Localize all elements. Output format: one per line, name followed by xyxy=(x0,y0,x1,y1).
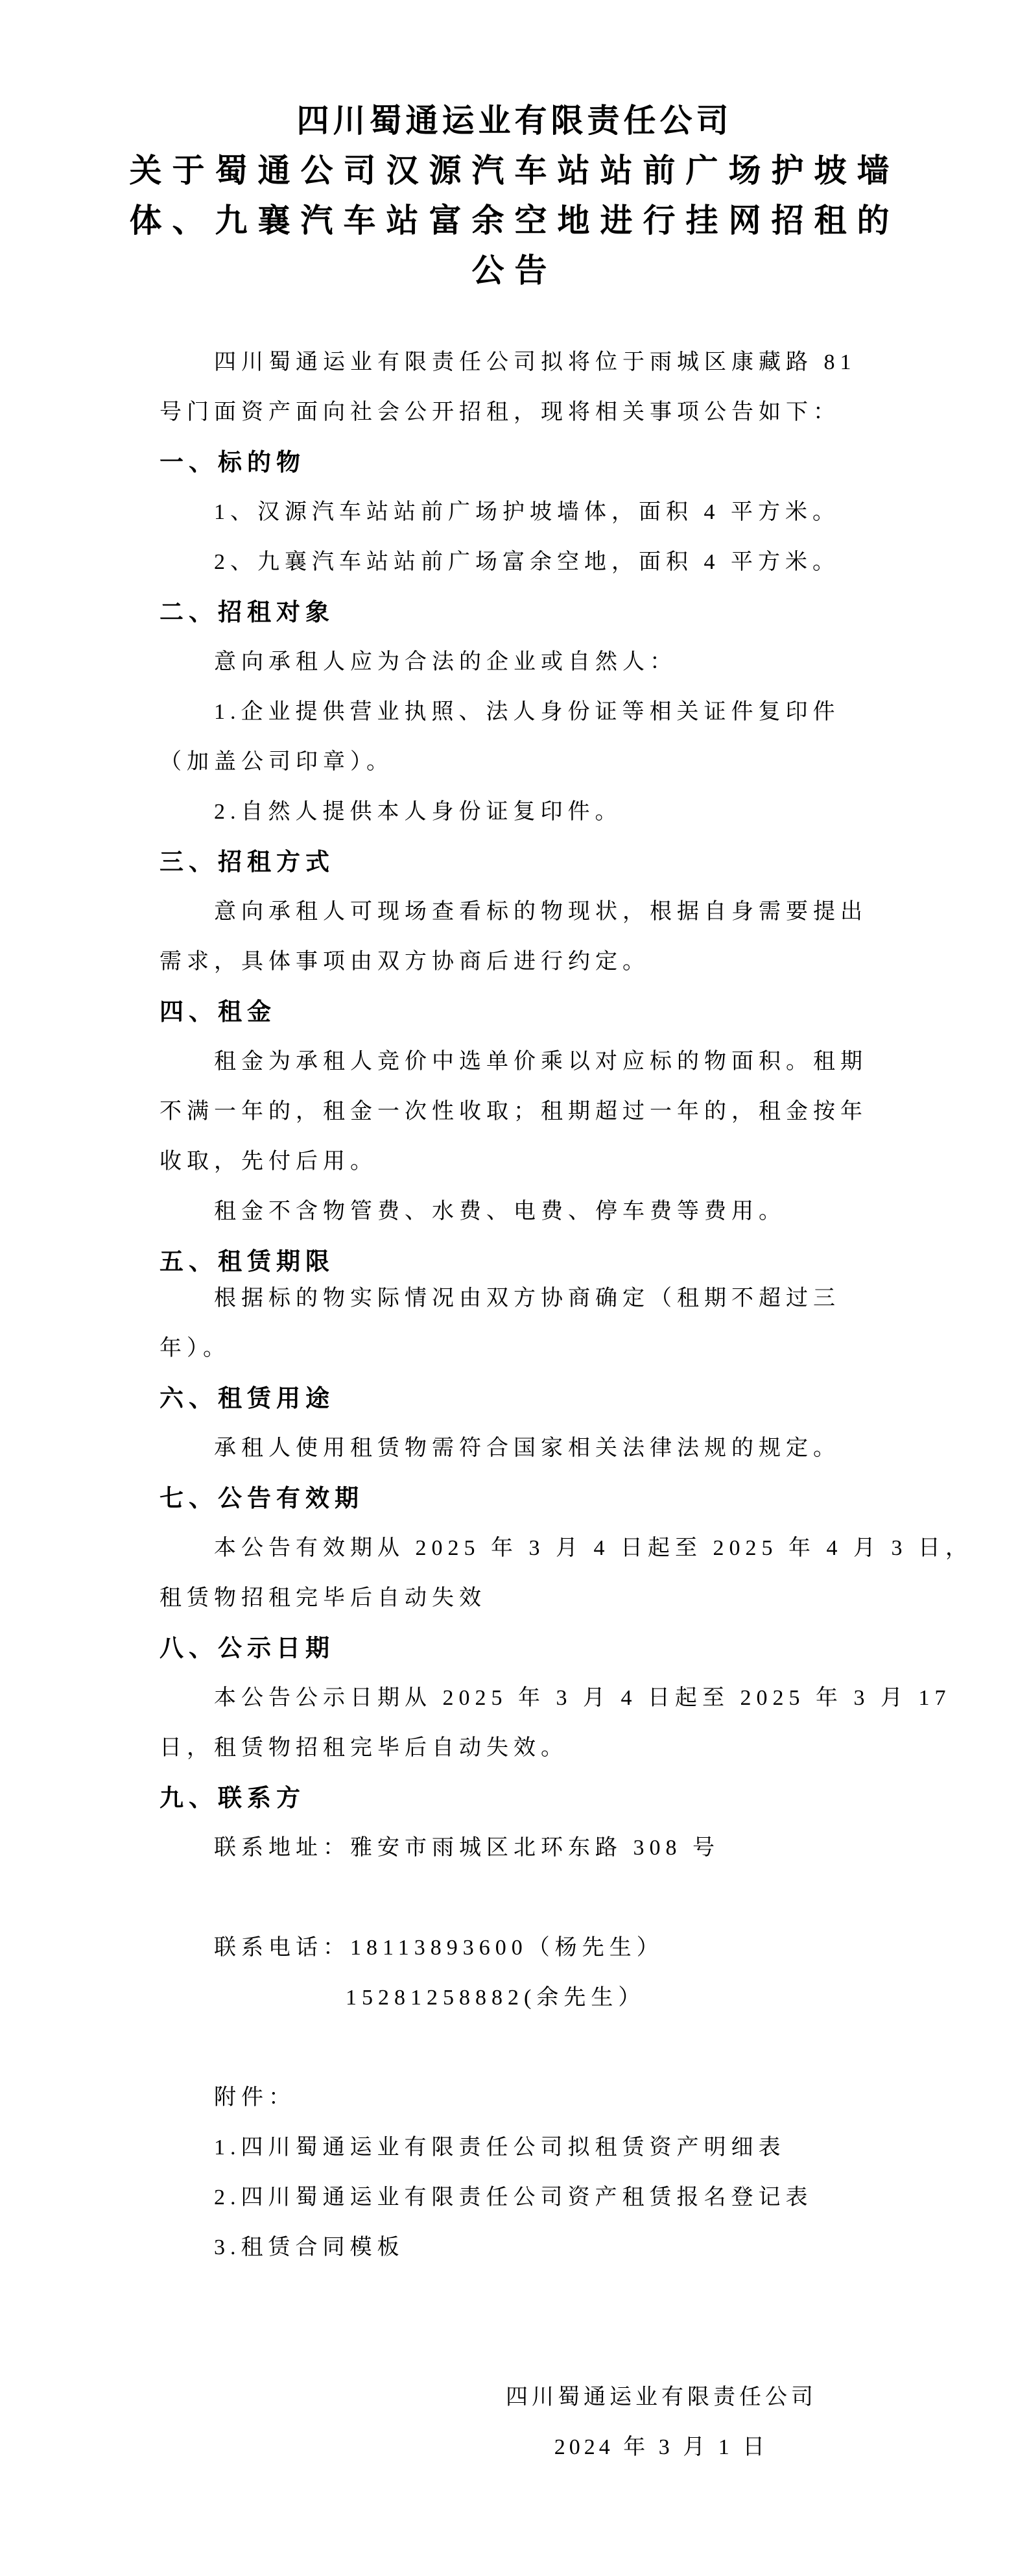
section-heading: 六、租赁用途 xyxy=(160,1385,335,1412)
text-line: 2、九襄汽车站站前广场富余空地，面积 4 平方米。 xyxy=(214,550,840,574)
blank-line xyxy=(160,2322,873,2372)
text-line: 1.企业提供营业执照、法人身份证等相关证件复印件 xyxy=(214,700,840,724)
text-line: 租金不含物管费、水费、电费、停车费等费用。 xyxy=(214,1199,786,1223)
blank-line xyxy=(160,1873,873,1923)
text-line: 意向承租人可现场查看标的物现状，根据自身需要提出 xyxy=(214,900,868,924)
text-line: 收取，先付后用。 xyxy=(160,1150,377,1174)
text-line: 不满一年的，租金一次性收取；租期超过一年的，租金按年 xyxy=(160,1100,868,1124)
document-title xyxy=(0,0,1029,296)
text-line: 租赁物招租完毕后自动失效 xyxy=(160,1586,486,1610)
text-line: 附件： xyxy=(214,2086,296,2110)
text-line: 号门面资产面向社会公开招租，现将相关事项公告如下： xyxy=(160,400,840,424)
title-line: 关于蜀通公司汉源汽车站站前广场护坡墙 xyxy=(129,152,900,189)
text-line: 本公告有效期从 2025 年 3 月 4 日起至 2025 年 4 月 3 日， xyxy=(214,1536,973,1560)
text-line: 租金为承租人竞价中选单价乘以对应标的物面积。租期 xyxy=(214,1050,868,1074)
title-line: 公告 xyxy=(471,252,558,289)
section-heading: 四、租金 xyxy=(160,998,276,1025)
section-heading: 二、招租对象 xyxy=(160,599,335,625)
text-line: 根据标的物实际情况由双方协商确定（租期不超过三 xyxy=(214,1286,840,1310)
section-heading: 三、招租方式 xyxy=(160,849,335,875)
text-line: 1.四川蜀通运业有限责任公司拟租赁资产明细表 xyxy=(214,2136,786,2160)
section-heading: 七、公告有效期 xyxy=(160,1485,364,1511)
text-line: 联系电话：18113893600（杨先生） xyxy=(214,1936,664,1960)
text-line: 四川蜀通运业有限责任公司拟将位于雨城区康藏路 81 xyxy=(214,350,857,374)
text-line: 本公告公示日期从 2025 年 3 月 4 日起至 2025 年 3 月 17 xyxy=(214,1686,951,1710)
document-body xyxy=(0,337,1029,2372)
text-line: 2.四川蜀通运业有限责任公司资产租赁报名登记表 xyxy=(214,2185,813,2209)
signature-date: 2024 年 3 月 1 日 xyxy=(554,2435,769,2459)
text-line: 意向承租人应为合法的企业或自然人： xyxy=(214,650,677,674)
section-heading: 五、租赁期限 xyxy=(160,1248,335,1275)
text-line: 3.租赁合同模板 xyxy=(214,2235,405,2259)
section-heading: 九、联系方 xyxy=(160,1785,305,1811)
text-line: 日，租赁物招租完毕后自动失效。 xyxy=(160,1736,568,1760)
title-line: 四川蜀通运业有限责任公司 xyxy=(296,102,733,139)
signature-company: 四川蜀通运业有限责任公司 xyxy=(506,2385,817,2409)
text-line: 年）。 xyxy=(160,1336,230,1360)
title-line: 体、九襄汽车站富余空地进行挂网招租的 xyxy=(129,202,900,239)
text-line: 15281258882(余先生） xyxy=(346,1986,646,2010)
text-line: （加盖公司印章）。 xyxy=(160,750,394,774)
text-line: 2.自然人提供本人身份证复印件。 xyxy=(214,800,622,824)
section-heading: 八、公示日期 xyxy=(160,1635,335,1661)
section-heading: 一、标的物 xyxy=(160,449,305,475)
signature-block xyxy=(480,2372,843,2472)
blank-line xyxy=(160,2272,873,2322)
text-line: 承租人使用租赁物需符合国家相关法律法规的规定。 xyxy=(214,1436,840,1460)
text-line: 联系地址：雅安市雨城区北环东路 308 号 xyxy=(214,1836,720,1860)
text-line: 需求，具体事项由双方协商后进行约定。 xyxy=(160,950,650,974)
blank-line xyxy=(160,2023,873,2073)
text-line: 1、汉源汽车站站前广场护坡墙体，面积 4 平方米。 xyxy=(214,500,840,524)
